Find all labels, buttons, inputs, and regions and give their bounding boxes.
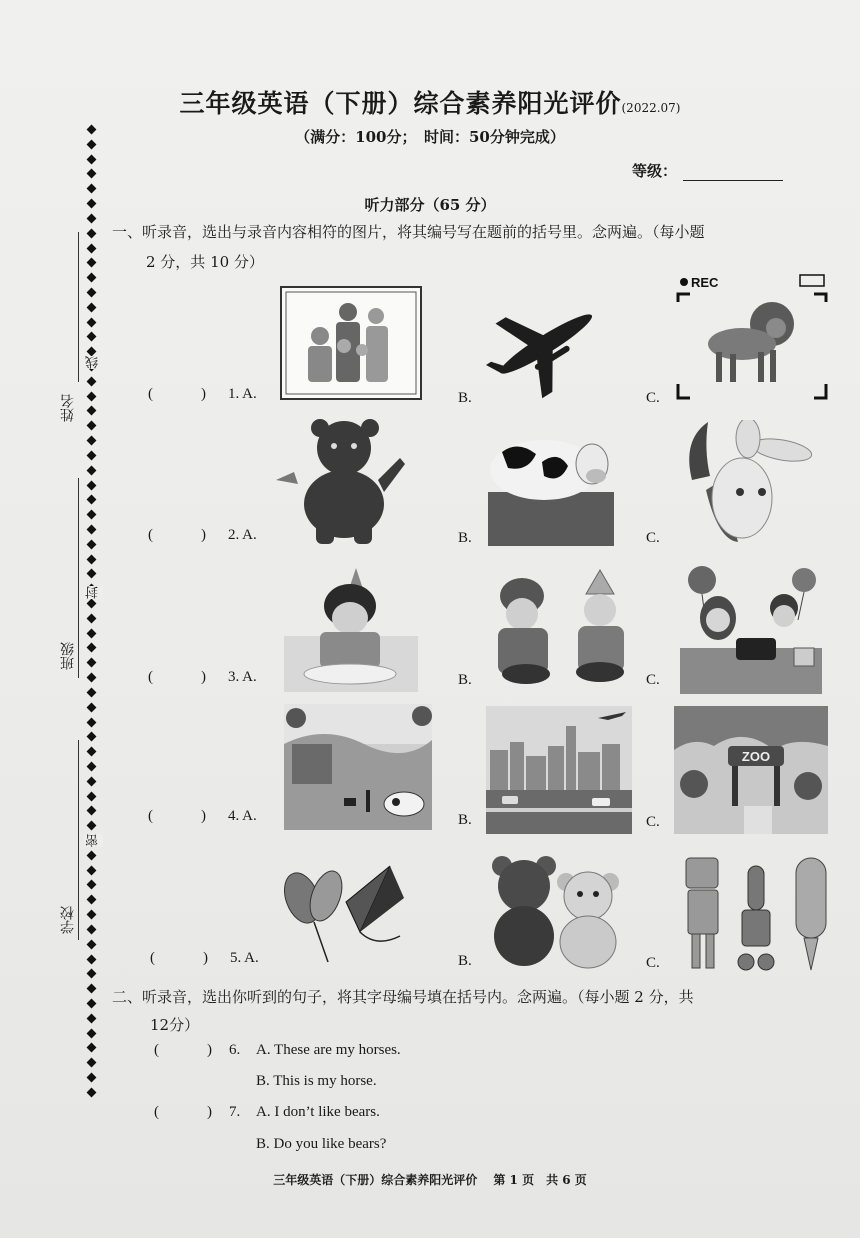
binding-diamond [87, 865, 97, 875]
binding-diamond [87, 850, 97, 860]
farm-picture [284, 704, 432, 830]
seal-mark-feng: 封 [86, 586, 101, 599]
binding-diamond [87, 806, 97, 816]
title-date: (2022.07) [621, 101, 681, 115]
answer-paren-4[interactable]: ( ) [148, 808, 206, 824]
lion-recording-picture [672, 272, 832, 406]
exam-subtitle: （满分：100分； 时间：50分钟完成） [295, 128, 565, 146]
q2-option-b: B. [458, 530, 472, 546]
binding-diamond [87, 554, 97, 564]
q3-option-c: C. [646, 672, 660, 688]
binding-diamond [87, 717, 97, 727]
binding-diamond [87, 480, 97, 490]
binding-diamond [87, 643, 97, 653]
binding-diamond [87, 613, 97, 623]
binding-diamond [87, 969, 97, 979]
svg-text:REC: REC [691, 275, 719, 290]
answer-paren-5[interactable]: ( ) [150, 950, 208, 966]
rabbit-picture [678, 420, 814, 544]
binding-diamond [87, 954, 97, 964]
school-label: 学校 [60, 906, 76, 934]
q7-option-b: B. Do you like bears? [256, 1136, 387, 1152]
grade-field [632, 160, 783, 181]
title-text: 三年级英语（下册）综合素养阳光评价 [179, 89, 622, 118]
binding-diamond [87, 1028, 97, 1038]
q6-option-a: A. These are my horses. [256, 1042, 401, 1058]
answer-paren-2[interactable]: ( ) [148, 527, 206, 543]
q2-label: 2. A. [228, 527, 257, 543]
binding-diamond [87, 1043, 97, 1053]
q2-option-c: C. [646, 530, 660, 546]
binding-diamond [87, 910, 97, 920]
binding-diamond [87, 747, 97, 757]
grade-blank[interactable] [683, 166, 783, 181]
binding-diamond [87, 436, 97, 446]
binding-diamond [87, 880, 97, 890]
binding-diamond [87, 273, 97, 283]
answer-paren-6[interactable]: ( ) [154, 1042, 212, 1058]
q1-option-c: C. [646, 390, 660, 406]
cow-picture [488, 422, 614, 546]
kites-picture [280, 862, 414, 972]
binding-diamond [87, 332, 97, 342]
binding-diamond [87, 895, 97, 905]
robots-picture [678, 852, 834, 974]
binding-diamond [87, 317, 97, 327]
listening-section-title: 听力部分（65 分） [364, 196, 496, 214]
q6-option-b: B. This is my horse. [256, 1073, 377, 1089]
seal-mark-xian: 线 [86, 356, 101, 369]
binding-diamond [87, 821, 97, 831]
binding-diamond [87, 169, 97, 179]
binding-diamond [87, 939, 97, 949]
binding-diamond [87, 761, 97, 771]
airplane-picture [484, 286, 608, 402]
binding-diamond [87, 465, 97, 475]
binding-diamond [87, 510, 97, 520]
binding-diamond [87, 421, 97, 431]
class-line [78, 478, 79, 678]
binding-diamond [87, 732, 97, 742]
binding-diamond [87, 569, 97, 579]
part2-instruction-line1: 二、听录音，选出你听到的句子，将其字母编号填在括号内。念两遍。（每小题 2 分，共 [112, 988, 694, 1006]
class-label: 班级 [60, 642, 76, 670]
part2-instruction-line2: 12分） [150, 1016, 200, 1034]
q4-label: 4. A. [228, 808, 257, 824]
binding-diamond [87, 673, 97, 683]
binding-diamond [87, 702, 97, 712]
q3-label: 3. A. [228, 669, 257, 685]
binding-diamond [87, 302, 97, 312]
city-picture [486, 706, 632, 834]
binding-diamond [87, 243, 97, 253]
name-line [78, 232, 79, 382]
teddy-bears-picture [488, 852, 624, 970]
bear-picture [272, 418, 406, 546]
answer-paren-1[interactable]: ( ) [148, 386, 206, 402]
grade-label: 等级： [632, 162, 678, 180]
binding-diamond [87, 495, 97, 505]
binding-diamond [87, 539, 97, 549]
zoo-picture [674, 706, 828, 834]
binding-diamond [87, 154, 97, 164]
part1-instruction-line1: 一、听录音，选出与录音内容相符的图片，将其编号写在题前的括号里。念两遍。（每小题 [112, 223, 705, 241]
binding-diamond [87, 258, 97, 268]
q3-option-b: B. [458, 672, 472, 688]
q7-option-a: A. I don’t like bears. [256, 1104, 380, 1120]
seal-mark-mi: 密 [86, 834, 101, 847]
binding-diamond [87, 998, 97, 1008]
svg-text:ZOO: ZOO [741, 749, 771, 764]
binding-diamond [87, 658, 97, 668]
binding-diamond-border [86, 126, 98, 1096]
binding-diamond [87, 791, 97, 801]
birthday-party-picture [680, 564, 822, 694]
q4-option-c: C. [646, 814, 660, 830]
binding-diamond [87, 1058, 97, 1068]
q4-option-b: B. [458, 812, 472, 828]
binding-diamond [87, 687, 97, 697]
binding-diamond [87, 1013, 97, 1023]
exam-title [0, 84, 860, 120]
birthday-girl-picture [284, 566, 418, 692]
q1-label: 1. A. [228, 386, 257, 402]
binding-diamond [87, 599, 97, 609]
answer-paren-3[interactable]: ( ) [148, 669, 206, 685]
family-portrait-picture [280, 286, 422, 400]
binding-diamond [87, 524, 97, 534]
binding-diamond [87, 1087, 97, 1097]
school-line [78, 740, 79, 940]
q7-number: 7. [229, 1104, 241, 1120]
binding-diamond [87, 984, 97, 994]
q5-option-b: B. [458, 953, 472, 969]
q5-option-c: C. [646, 955, 660, 971]
binding-diamond [87, 287, 97, 297]
binding-diamond [87, 406, 97, 416]
page-footer: 三年级英语（下册）综合素养阳光评价 第 1 页 共 6 页 [273, 1173, 587, 1187]
binding-diamond [87, 450, 97, 460]
binding-diamond [87, 776, 97, 786]
binding-diamond [87, 376, 97, 386]
binding-diamond [87, 1073, 97, 1083]
q5-label: 5. A. [230, 950, 259, 966]
name-label: 姓名 [60, 394, 76, 422]
binding-diamond [87, 184, 97, 194]
binding-diamond [87, 924, 97, 934]
binding-diamond [87, 391, 97, 401]
q1-option-b: B. [458, 390, 472, 406]
answer-paren-7[interactable]: ( ) [154, 1104, 212, 1120]
part1-instruction-line2: 2 分，共 10 分） [146, 253, 264, 271]
q6-number: 6. [229, 1042, 241, 1058]
binding-diamond [87, 628, 97, 638]
binding-diamond [87, 228, 97, 238]
children-eating-picture [488, 566, 630, 688]
